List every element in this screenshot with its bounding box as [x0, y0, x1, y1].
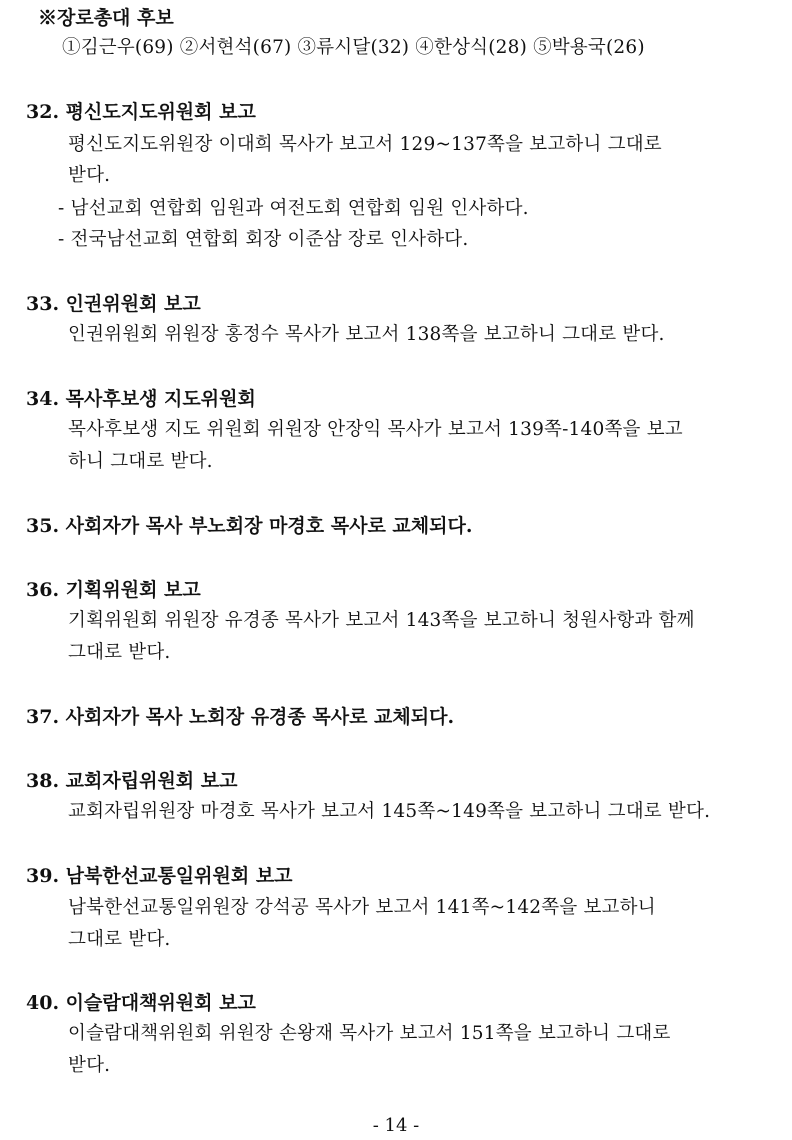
section-38-heading: 38. 교회자립위원회 보고: [26, 770, 238, 792]
section-36-heading: 36. 기획위원회 보고: [26, 579, 201, 601]
section-39-line-1: 남북한선교통일위원장 강석공 목사가 보고서 141쪽~142쪽을 보고하니: [68, 897, 656, 918]
section-32-line-1: 평신도지도위원장 이대희 목사가 보고서 129~137쪽을 보고하니 그대로: [68, 134, 662, 155]
section-39-heading: 39. 남북한선교통일위원회 보고: [26, 865, 293, 887]
section-32-line-3: - 남선교회 연합회 임원과 여전도회 연합회 임원 인사하다.: [58, 198, 529, 219]
section-33-heading: 33. 인권위원회 보고: [26, 293, 201, 315]
section-40-line-1: 이슬람대책위원회 위원장 손왕재 목사가 보고서 151쪽을 보고하니 그대로: [68, 1023, 671, 1044]
elder-candidates-title: ※장로총대 후보: [38, 7, 174, 29]
section-39-line-2: 그대로 받다.: [68, 929, 171, 950]
page-number: - 14 -: [372, 1115, 420, 1136]
section-34-line-2: 하니 그대로 받다.: [68, 451, 213, 472]
elder-candidates-list: ①김근우(69) ②서현석(67) ③류시달(32) ④한상식(28) ⑤박용국(26): [62, 37, 645, 58]
section-32-line-2: 받다.: [68, 165, 111, 186]
section-36-line-1: 기획위원회 위원장 유경종 목사가 보고서 143쪽을 보고하니 청원사항과 함께: [68, 610, 695, 631]
section-35-heading: 35. 사회자가 목사 부노회장 마경호 목사로 교체되다.: [26, 515, 473, 537]
section-34-line-1: 목사후보생 지도 위원회 위원장 안장익 목사가 보고서 139쪽-140쪽을 보고: [68, 419, 683, 440]
section-34-heading: 34. 목사후보생 지도위원회: [26, 388, 256, 410]
section-40-heading: 40. 이슬람대책위원회 보고: [26, 992, 256, 1014]
section-32-heading: 32. 평신도지도위원회 보고: [26, 101, 256, 123]
section-33-line-1: 인권위원회 위원장 홍정수 목사가 보고서 138쪽을 보고하니 그대로 받다.: [68, 324, 665, 345]
section-37-heading: 37. 사회자가 목사 노회장 유경종 목사로 교체되다.: [26, 706, 455, 728]
section-36-line-2: 그대로 받다.: [68, 642, 171, 663]
section-40-line-2: 받다.: [68, 1055, 111, 1076]
section-38-line-1: 교회자립위원장 마경호 목사가 보고서 145쪽~149쪽을 보고하니 그대로 받다.: [68, 801, 711, 822]
section-32-line-4: - 전국남선교회 연합회 회장 이준삼 장로 인사하다.: [58, 229, 469, 250]
